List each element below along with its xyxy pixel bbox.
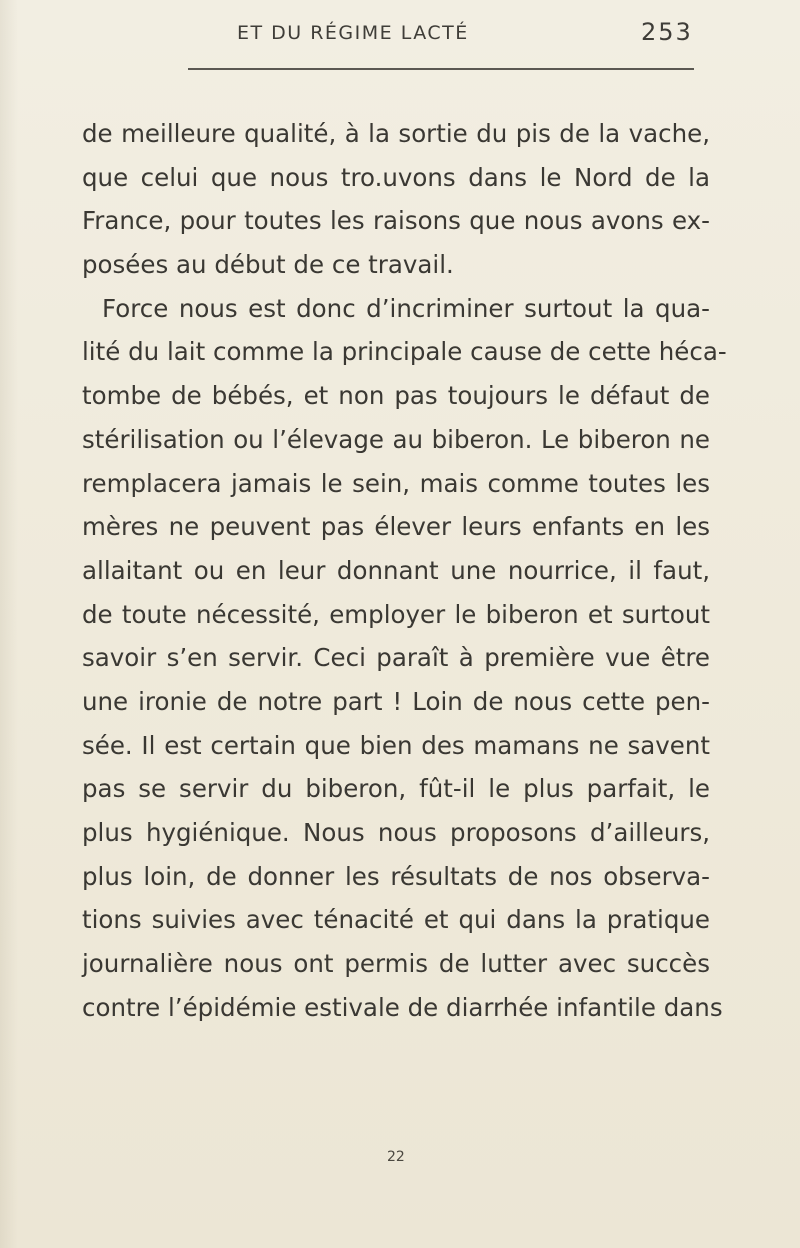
- text-line: sée. Il est certain que bien des mamans ne savent: [82, 730, 710, 760]
- text-line: journalière nous ont permis de lutter avec succès: [82, 949, 710, 979]
- running-title: ET DU RÉGIME LACTÉ: [237, 22, 469, 44]
- body-text: [82, 112, 727, 1029]
- text-line: de toute nécessité, employer le biberon et surtout: [82, 599, 710, 629]
- text-line: lité du lait comme la principale cause de cette héca-: [82, 337, 727, 367]
- text-line: pas se servir du biberon, fût-il le plus parfait, le: [82, 774, 710, 804]
- text-line: stérilisation ou l’élevage au biberon. Le biberon ne: [82, 424, 710, 454]
- text-line: tombe de bébés, et non pas toujours le défaut de: [82, 381, 710, 411]
- text-line: plus loin, de donner les résultats de nos observa-: [82, 861, 710, 891]
- text-line: plus hygiénique. Nous nous proposons d’ailleurs,: [82, 818, 710, 847]
- text-line: contre l’épidémie estivale de diarrhée infantile dans: [82, 992, 723, 1022]
- page-number: 253: [641, 18, 693, 46]
- text-line: remplacera jamais le sein, mais comme toutes les: [82, 468, 710, 498]
- header-rule: [188, 68, 694, 70]
- text-line: une ironie de notre part ! Loin de nous cette pen-: [82, 686, 710, 716]
- text-line: de meilleure qualité, à la sortie du pis de la vache,: [82, 119, 710, 148]
- text-line: que celui que nous tro.uvons dans le Nord de la: [82, 162, 710, 192]
- text-line: savoir s’en servir. Ceci paraît à première vue être: [82, 643, 710, 673]
- signature-mark: 22: [387, 1149, 405, 1165]
- text-line: tions suivies avec ténacité et qui dans la pratique: [82, 905, 710, 935]
- text-line: Force nous est donc d’incriminer surtout la qua-: [102, 293, 710, 323]
- text-line: allaitant ou en leur donnant une nourrice, il faut,: [82, 555, 710, 585]
- text-line: mères ne peuvent pas élever leurs enfants en les: [82, 512, 710, 542]
- text-line: France, pour toutes les raisons que nous avons ex-: [82, 206, 710, 236]
- text-line: posées au début de ce travail.: [82, 250, 454, 280]
